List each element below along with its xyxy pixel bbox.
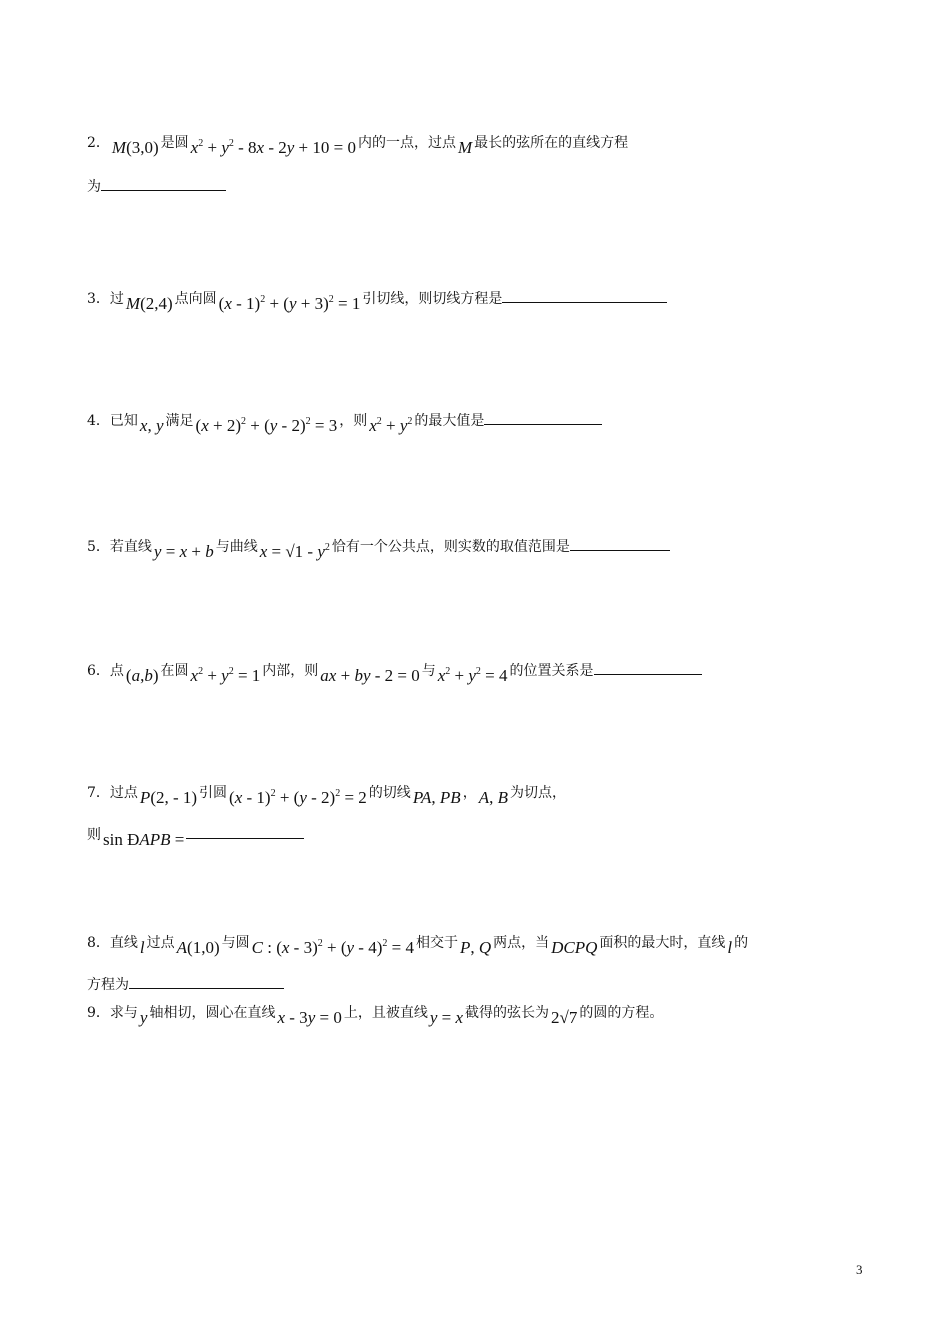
problem-text: 方程为 [87,977,129,993]
answer-blank[interactable] [502,288,667,303]
problem-text: 满足 [165,413,194,429]
problem-number: 4． [87,413,110,429]
math-expression: $x^2 + y^2 - 8x - 2y + 10 = 0$ [190,138,356,157]
problem-number: 9． [87,1005,110,1021]
problem-text: 的最大值是 [414,413,485,429]
problem-text: 与圆 [221,935,250,951]
problem-number: 5． [87,539,110,555]
math-expression: x, y [139,416,164,435]
answer-blank[interactable] [570,536,670,551]
problem-text: 点向圆 [174,291,217,307]
problem-text: 则 [87,827,101,843]
problem-text: 最长的弦所在的直线方程 [474,135,629,151]
problem-text: 在圆 [160,663,189,679]
problem-text: 的切线 [368,785,411,801]
problem-text: 引圆 [199,785,228,801]
problem-text: 内部，则 [262,663,319,679]
math-expression: x - 3y = 0 [277,1008,342,1027]
problem-text: 求与 [109,1005,138,1021]
math-expression: PA, PB [412,788,461,807]
math-expression: y [139,1008,148,1027]
problem-text: 相交于 [415,935,458,951]
math-expression: $x^2 + y^2 = 1$ [190,666,261,685]
p7-line-2 [87,822,304,847]
math-expression: P(2, - 1) [139,788,198,807]
math-expression: DCPQ [551,938,598,957]
problem-text: 与曲线 [215,539,258,555]
problem-text: 面积的最大时，直线 [599,935,726,951]
problem-text: ，则 [339,413,368,429]
p7-line-1 [87,776,566,805]
problem-number: 3． [87,291,110,307]
math-expression: M(3,0) [111,138,159,157]
problem-text: 过点 [109,785,138,801]
math-expression: $(x - 1)^2 + (y + 3)^2 = 1$ [218,294,361,313]
problem-text: 轴相切，圆心在直线 [149,1005,276,1021]
problem-text: 点 [109,663,124,679]
p3-line-1 [87,282,667,311]
problem-text: 过点 [146,935,175,951]
math-expression: A, B [478,788,508,807]
problem-text: 已知 [109,413,138,429]
page-number: 3 [856,1262,863,1277]
problem-text: 截得的弦长为 [465,1005,550,1021]
problem-text: 直线 [109,935,138,951]
p2-line-1 [87,126,628,155]
problem-text: 若直线 [109,539,152,555]
problem-text: 恰有一个公共点，则实数的取值范围是 [331,539,570,555]
problem-text: 过 [109,291,124,307]
math-expression: $x^2 + y^2 = 4$ [437,666,508,685]
problem-text: 内的一点，过点 [357,135,456,151]
math-expression: sin ÐAPB = [103,830,185,849]
problem-text: 为切点， [509,785,566,801]
answer-blank[interactable] [129,974,284,989]
problem-text: 与 [421,663,436,679]
p4-line-1 [87,404,602,433]
math-expression: (a,b) [125,666,159,685]
p6-line-1 [87,654,702,683]
problem-text: 上，且被直线 [343,1005,428,1021]
math-expression: y = x [429,1008,464,1027]
answer-blank[interactable] [186,824,304,839]
problem-text: 是圆 [160,135,189,151]
math-expression: $x^2 + y^2$ [369,416,413,435]
problem-text: 的位置关系是 [509,663,594,679]
problem-text: 引切线，则切线方程是 [362,291,503,307]
problem-text: 的 [734,935,749,951]
problem-number: 2． [87,135,110,151]
p2-line-2 [87,174,226,199]
math-expression: ax + by - 2 = 0 [320,666,420,685]
answer-blank[interactable] [594,660,702,675]
problem-number: 7． [87,785,110,801]
math-expression: A(1,0) [176,938,220,957]
math-expression: l [139,938,145,957]
math-expression: M(2,4) [125,294,173,313]
math-expression: (x - 1)$^2$ + (y - 2)$^2$ = 2 [229,788,367,807]
p8-line-1 [87,926,748,955]
problem-number: 8． [87,935,110,951]
p9-line-1 [87,1000,663,1025]
math-expression: y = x + b [153,542,214,561]
math-expression: l [727,938,733,957]
problem-text: 两点，当 [493,935,550,951]
p8-line-2 [87,972,284,997]
p5-line-1 [87,530,670,559]
math-expression: 2√7 [551,1008,578,1027]
answer-blank[interactable] [101,176,226,191]
problem-text: ， [462,785,477,801]
math-expression: P, Q [459,938,492,957]
math-expression: C : (x - 3)$^2$ + (y - 4)$^2$ = 4 [251,938,414,957]
math-expression: M [457,138,473,157]
problem-text: 的圆的方程。 [579,1005,664,1021]
math-expression: $(x + 2)^2 + (y - 2)^2 = 3$ [195,416,338,435]
problem-text: 为 [87,179,101,195]
math-expression: $x = √1 - y^2$ [259,542,330,561]
problem-number: 6． [87,663,110,679]
answer-blank[interactable] [484,410,602,425]
